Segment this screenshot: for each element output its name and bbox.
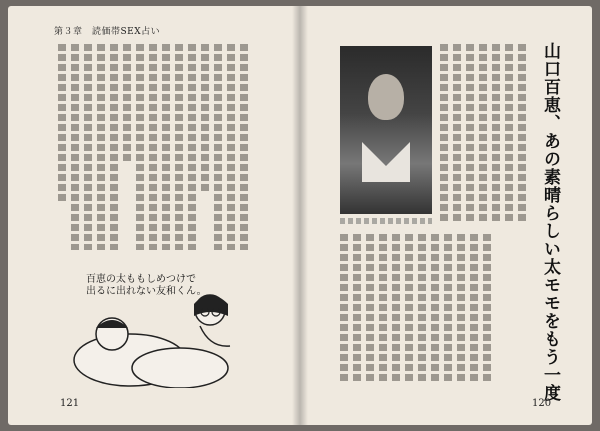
portrait-photo: [340, 46, 432, 214]
cartoon-caption: [86, 274, 207, 298]
portrait-collar: [362, 142, 410, 182]
left-body-text: [58, 44, 248, 250]
portrait-face: [368, 74, 404, 120]
running-header: 第３章 読価帯SEX占い: [54, 27, 161, 37]
right-body-text-lower: [340, 234, 491, 384]
cartoon-caption-line2: 出るに出れない友和くん。: [86, 286, 207, 297]
book-gutter: [292, 6, 308, 425]
chapter-headline: 山口百恵、あの素晴らしい太モモをもう一度: [540, 42, 560, 402]
right-body-text-upper: [440, 44, 526, 224]
left-page-number: 121: [60, 398, 80, 409]
right-page-number: 120: [532, 398, 552, 409]
cartoon-caption-line1: 百恵の太ももしめつけで: [86, 274, 196, 285]
photo-caption: [340, 218, 432, 224]
